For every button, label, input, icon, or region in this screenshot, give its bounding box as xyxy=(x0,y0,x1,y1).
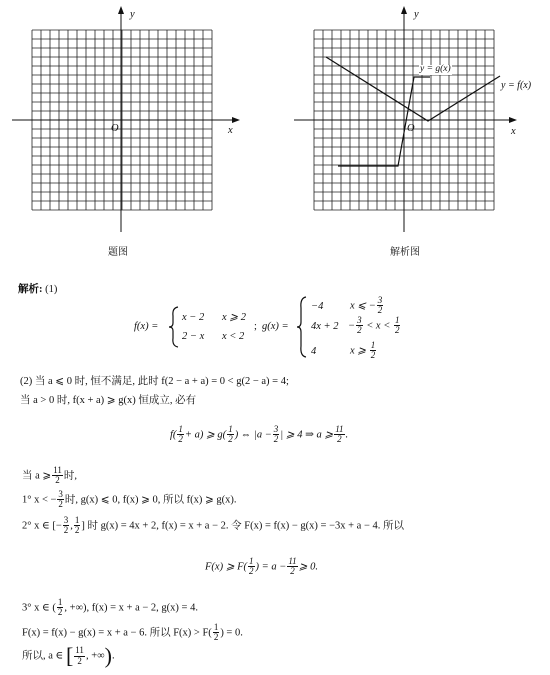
f-case2-expr: 2 − x xyxy=(182,331,205,342)
graph-g xyxy=(338,77,430,166)
part1-number: (1) xyxy=(45,284,58,295)
right-origin-label: O xyxy=(407,123,415,134)
solution-line-11: 所以, a ∈ [ $\frac{11}{2}$ , +∞). xyxy=(22,643,115,668)
right-paren: ) xyxy=(104,643,112,668)
right-figure-caption: 解析图 xyxy=(390,247,420,258)
fraction-3-2: $\frac{3}{2}$ xyxy=(377,295,383,316)
fraction-1-2: $\frac{1}{2}$ xyxy=(228,424,233,445)
g-case3-expr: 4 xyxy=(311,346,317,357)
f-brace xyxy=(168,306,180,348)
fraction-3-2: $\frac{3}{2}$ xyxy=(63,515,69,536)
right-figure-grid xyxy=(280,0,550,245)
fraction-1-2: $\frac{1}{2}$ xyxy=(74,515,80,536)
label-f: y = f(x) xyxy=(501,80,532,91)
g-name: g(x) = xyxy=(262,321,289,332)
fraction-1-2: $\frac{1}{2}$ xyxy=(394,315,400,336)
f-case1-expr: x − 2 xyxy=(182,312,205,323)
left-bracket: [ xyxy=(65,643,74,668)
heading-label: 解析: xyxy=(18,284,43,295)
solution-line-7: 2° x ∈ [− $\frac{3}{2}$ , $\frac{1}{2}$ ] 时 g(x) = 4x + 2, f(x) = x + a − 2. 令 F(x) = f(x) − g(x) = −3x + a − 4. 所以 xyxy=(22,515,405,536)
f-g-separator: ; xyxy=(254,321,257,332)
f-case1-cond: x ⩾ 2 xyxy=(222,312,246,323)
left-origin-label: O xyxy=(111,123,119,134)
fraction-11-2: $\frac{11}{2}$ xyxy=(335,424,344,445)
solution-line-9: 3° x ∈ ( $\frac{1}{2}$ , +∞), f(x) = x + a − 2, g(x) = 4. xyxy=(22,597,198,618)
left-figure-caption: 题图 xyxy=(108,247,128,258)
fraction-1-2: $\frac{1}{2}$ xyxy=(178,424,183,445)
solution-line-8: F(x) ⩾ F( $\frac{1}{2}$ ) = a − $\frac{11}{2}$ ⩾ 0. xyxy=(205,556,318,577)
f-name: f(x) = xyxy=(134,321,159,332)
fraction-1-2: $\frac{1}{2}$ xyxy=(57,597,63,618)
fraction-1-2: $\frac{1}{2}$ xyxy=(213,622,219,643)
fraction-11-2: $\frac{11}{2}$ xyxy=(53,465,62,486)
solution-line-6: 1° x < − $\frac{3}{2}$ 时, g(x) ⩽ 0, f(x) ⩾ 0, 所以 f(x) ⩾ g(x). xyxy=(22,489,237,510)
label-g: y = g(x) xyxy=(420,64,451,74)
left-figure-grid xyxy=(0,0,270,245)
left-axis-x-label: x xyxy=(228,125,233,136)
fraction-3-2: $\frac{3}{2}$ xyxy=(357,315,362,336)
solution-line-5: 当 a ⩾ $\frac{11}{2}$ 时, xyxy=(22,465,78,486)
fraction-3-2: $\frac{3}{2}$ xyxy=(273,424,279,445)
fraction-1-2: $\frac{1}{2}$ xyxy=(249,556,254,577)
fraction-11-2: $\frac{11}{2}$ xyxy=(75,645,84,666)
f-case2-cond: x < 2 xyxy=(222,331,245,342)
solution-heading xyxy=(18,285,57,296)
right-axis-x-label: x xyxy=(511,126,516,137)
g-brace xyxy=(296,296,308,358)
right-axis-y-label: y xyxy=(414,9,419,20)
solution-line-3: 当 a > 0 时, f(x + a) ⩾ g(x) 恒成立, 必有 xyxy=(20,395,197,406)
g-case2-cond: − $\frac{3}{2}$ < x < $\frac{1}{2}$ xyxy=(348,315,400,336)
g-case1-cond xyxy=(350,296,384,316)
fraction-11-2: $\frac{11}{2}$ xyxy=(288,556,297,577)
g-case3-cond: x ⩾ $\frac{1}{2}$ xyxy=(350,340,376,361)
left-axis-y-label: y xyxy=(130,9,135,20)
g-case2-expr: 4x + 2 xyxy=(311,321,339,332)
solution-line-4: f( $\frac{1}{2}$ + a) ⩾ g( $\frac{1}{2}$ ) ⇔ |a − $\frac{3}{2}$ | ⩾ 4 ⇒ a ⩾ $\frac{11}{2}$ . xyxy=(170,424,349,445)
fraction-1-2: $\frac{1}{2}$ xyxy=(370,340,376,361)
solution-line-2: (2) 当 a ⩽ 0 时, 恒不满足, 此时 f(2 − a + a) = 0 < g(2 − a) = 4; xyxy=(20,376,289,387)
g-case1-cond-text: x ⩽ − xyxy=(350,300,376,312)
fraction-3-2: $\frac{3}{2}$ xyxy=(58,489,63,510)
solution-line-10: F(x) = f(x) − g(x) = x + a − 6. 所以 F(x) > F( $\frac{1}{2}$ ) = 0. xyxy=(22,622,243,643)
g-case1-expr: −4 xyxy=(311,301,324,312)
